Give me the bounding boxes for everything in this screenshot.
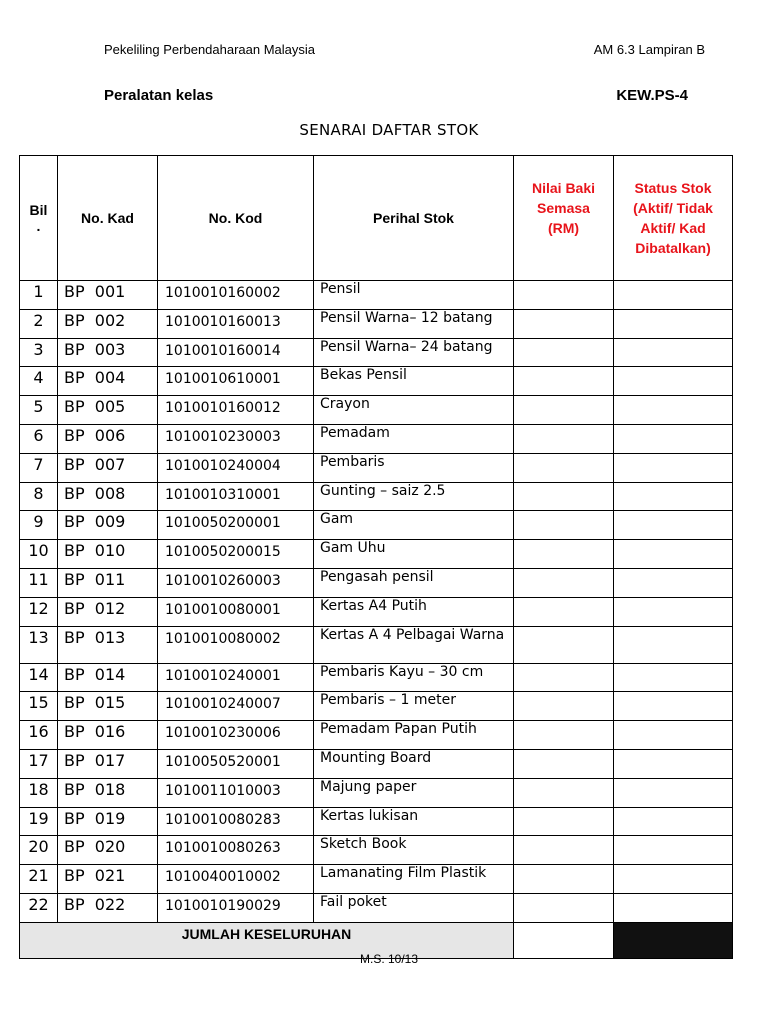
row-nilai-baki[interactable] [514,424,614,453]
table-row [20,424,733,453]
table-row [20,568,733,597]
row-nilai-baki[interactable] [514,540,614,569]
row-nilai-baki[interactable] [514,807,614,836]
table-row [20,865,733,894]
form-code: KEW.PS-4 [616,87,688,104]
page-number: M.S. 10/13 [359,952,419,966]
table-row [20,749,733,778]
row-nilai-baki[interactable] [514,721,614,750]
row-bil: 14 [20,663,58,692]
table-row [20,482,733,511]
row-bil: 6 [20,424,58,453]
col-header-no-kod: No. Kod [158,156,314,281]
row-nilai-baki[interactable] [514,482,614,511]
page-title: SENARAI DAFTAR STOK [299,121,479,139]
row-status-stok[interactable] [614,338,733,367]
row-no-kad: BP 003 [58,338,158,367]
row-bil: 12 [20,597,58,626]
row-status-stok[interactable] [614,626,733,663]
row-nilai-baki[interactable] [514,568,614,597]
row-perihal: Pensil Warna– 24 batang [314,338,514,367]
row-no-kad: BP 006 [58,424,158,453]
row-status-stok[interactable] [614,396,733,425]
row-bil: 2 [20,309,58,338]
table-row [20,893,733,922]
col-header-no-kad: No. Kad [58,156,158,281]
row-no-kad: BP 020 [58,836,158,865]
row-nilai-baki[interactable] [514,309,614,338]
row-perihal: Pensil [314,281,514,310]
col-header-nilai-baki: Nilai Baki Semasa (RM) [514,156,614,281]
row-perihal: Pemadam [314,424,514,453]
row-bil: 5 [20,396,58,425]
row-nilai-baki[interactable] [514,893,614,922]
row-no-kod: 1010010240001 [158,663,314,692]
row-no-kad: BP 016 [58,721,158,750]
row-bil: 17 [20,749,58,778]
row-perihal: Bekas Pensil [314,367,514,396]
row-no-kad: BP 007 [58,453,158,482]
row-nilai-baki[interactable] [514,511,614,540]
row-bil: 16 [20,721,58,750]
row-perihal: Fail poket [314,893,514,922]
row-status-stok[interactable] [614,568,733,597]
row-perihal: Crayon [314,396,514,425]
row-perihal: Lamanating Film Plastik [314,865,514,894]
stock-list-table [19,155,733,959]
row-status-stok[interactable] [614,836,733,865]
table-row [20,338,733,367]
row-perihal: Kertas lukisan [314,807,514,836]
row-no-kod: 1010010240004 [158,453,314,482]
row-status-stok[interactable] [614,482,733,511]
row-bil: 11 [20,568,58,597]
row-nilai-baki[interactable] [514,663,614,692]
row-status-stok[interactable] [614,511,733,540]
row-no-kod: 1010010160012 [158,396,314,425]
table-header-row [20,156,733,281]
row-no-kod: 1010010230003 [158,424,314,453]
row-status-stok[interactable] [614,778,733,807]
row-no-kad: BP 004 [58,367,158,396]
row-no-kad: BP 009 [58,511,158,540]
row-nilai-baki[interactable] [514,281,614,310]
row-status-stok[interactable] [614,721,733,750]
table-row [20,540,733,569]
row-bil: 1 [20,281,58,310]
row-no-kad: BP 005 [58,396,158,425]
row-no-kod: 1010050200001 [158,511,314,540]
row-nilai-baki[interactable] [514,865,614,894]
table-row [20,396,733,425]
row-nilai-baki[interactable] [514,597,614,626]
row-no-kod: 1010010240007 [158,692,314,721]
row-bil: 13 [20,626,58,663]
row-nilai-baki[interactable] [514,338,614,367]
row-no-kad: BP 010 [58,540,158,569]
row-nilai-baki[interactable] [514,778,614,807]
row-no-kod: 1010010080001 [158,597,314,626]
row-no-kad: BP 021 [58,865,158,894]
row-no-kod: 1010010310001 [158,482,314,511]
row-perihal: Mounting Board [314,749,514,778]
table-row [20,281,733,310]
row-perihal: Majung paper [314,778,514,807]
row-perihal: Pembaris Kayu – 30 cm [314,663,514,692]
row-no-kod: 1010050520001 [158,749,314,778]
row-no-kod: 1010010230006 [158,721,314,750]
row-no-kod: 1010010080002 [158,626,314,663]
row-nilai-baki[interactable] [514,396,614,425]
row-no-kod: 1010010610001 [158,367,314,396]
document-header-left: Pekeliling Perbendaharaan Malaysia [104,42,316,57]
total-label: JUMLAH KESELURUHAN [20,922,514,958]
row-perihal: Sketch Book [314,836,514,865]
row-no-kad: BP 017 [58,749,158,778]
row-status-stok[interactable] [614,807,733,836]
row-perihal: Kertas A 4 Pelbagai Warna [314,626,514,663]
col-header-status-stok: Status Stok (Aktif/ Tidak Aktif/ Kad Dibatalkan) [614,156,733,281]
row-nilai-baki[interactable] [514,836,614,865]
row-bil: 15 [20,692,58,721]
table-row [20,692,733,721]
row-bil: 19 [20,807,58,836]
row-no-kod: 1010010260003 [158,568,314,597]
row-no-kod: 1010050200015 [158,540,314,569]
row-no-kad: BP 001 [58,281,158,310]
row-no-kod: 1010010160013 [158,309,314,338]
row-perihal: Pengasah pensil [314,568,514,597]
row-no-kad: BP 015 [58,692,158,721]
row-no-kad: BP 014 [58,663,158,692]
row-perihal: Pembaris [314,453,514,482]
table-row [20,721,733,750]
row-perihal: Pemadam Papan Putih [314,721,514,750]
document-header-right: AM 6.3 Lampiran B [593,42,705,57]
row-no-kod: 1010040010002 [158,865,314,894]
table-row [20,453,733,482]
row-status-stok[interactable] [614,865,733,894]
row-no-kod: 1010010190029 [158,893,314,922]
row-no-kad: BP 008 [58,482,158,511]
row-no-kod: 1010010080263 [158,836,314,865]
row-bil: 22 [20,893,58,922]
row-status-stok[interactable] [614,453,733,482]
row-nilai-baki[interactable] [514,749,614,778]
row-bil: 4 [20,367,58,396]
row-no-kod: 1010010160014 [158,338,314,367]
row-bil: 8 [20,482,58,511]
section-label: Peralatan kelas [104,87,214,104]
table-row [20,836,733,865]
row-status-stok[interactable] [614,749,733,778]
row-no-kod: 1010010160002 [158,281,314,310]
row-no-kod: 1010010080283 [158,807,314,836]
row-status-stok[interactable] [614,309,733,338]
row-bil: 18 [20,778,58,807]
row-nilai-baki[interactable] [514,367,614,396]
table-row [20,367,733,396]
table-row [20,309,733,338]
row-status-stok[interactable] [614,281,733,310]
row-bil: 9 [20,511,58,540]
row-no-kad: BP 018 [58,778,158,807]
row-perihal: Gam [314,511,514,540]
row-nilai-baki[interactable] [514,453,614,482]
row-no-kad: BP 013 [58,626,158,663]
table-row [20,663,733,692]
row-perihal: Gunting – saiz 2.5 [314,482,514,511]
row-no-kad: BP 002 [58,309,158,338]
row-status-stok[interactable] [614,367,733,396]
table-row [20,511,733,540]
row-status-stok[interactable] [614,663,733,692]
row-nilai-baki[interactable] [514,626,614,663]
row-perihal: Kertas A4 Putih [314,597,514,626]
row-status-stok[interactable] [614,893,733,922]
row-bil: 7 [20,453,58,482]
row-status-stok[interactable] [614,597,733,626]
row-perihal: Pensil Warna– 12 batang [314,309,514,338]
table-row [20,807,733,836]
row-bil: 20 [20,836,58,865]
row-no-kad: BP 022 [58,893,158,922]
row-no-kad: BP 011 [58,568,158,597]
row-no-kad: BP 019 [58,807,158,836]
table-row [20,626,733,663]
row-perihal: Gam Uhu [314,540,514,569]
table-row [20,778,733,807]
row-perihal: Pembaris – 1 meter [314,692,514,721]
row-status-stok[interactable] [614,424,733,453]
row-status-stok[interactable] [614,692,733,721]
row-no-kad: BP 012 [58,597,158,626]
row-status-stok[interactable] [614,540,733,569]
table-row [20,597,733,626]
col-header-perihal-stok: Perihal Stok [314,156,514,281]
row-no-kod: 1010011010003 [158,778,314,807]
row-bil: 10 [20,540,58,569]
row-nilai-baki[interactable] [514,692,614,721]
col-header-bil: Bil . [20,156,58,281]
row-bil: 3 [20,338,58,367]
row-bil: 21 [20,865,58,894]
